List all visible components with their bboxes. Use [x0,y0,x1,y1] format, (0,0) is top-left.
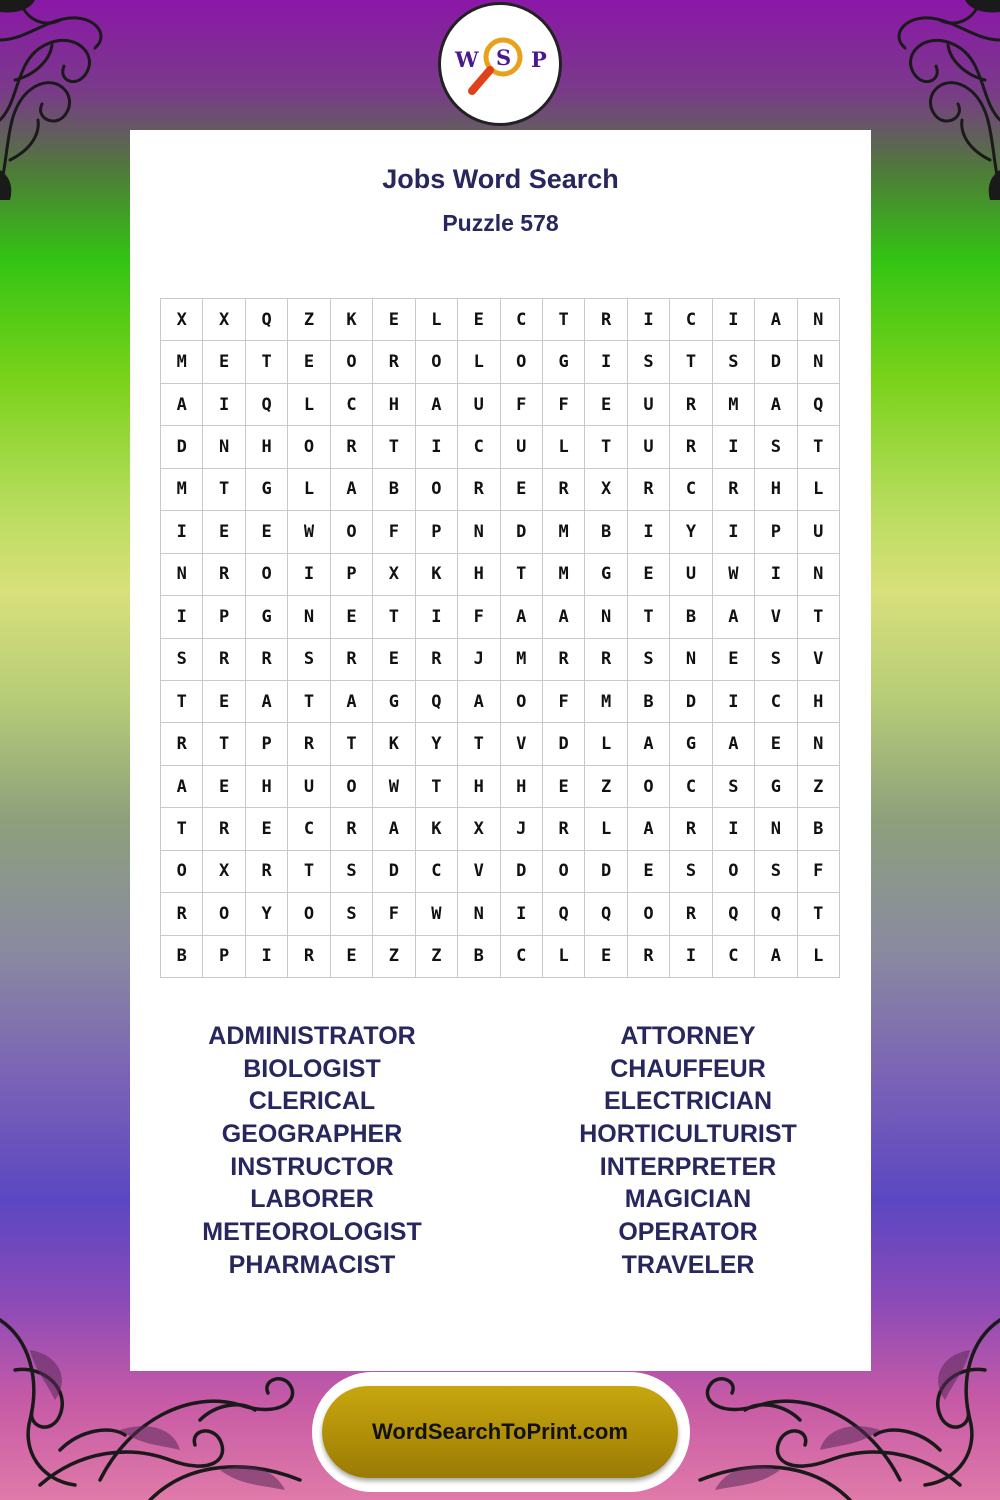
grid-cell[interactable]: I [713,299,755,341]
grid-cell[interactable]: T [416,766,458,808]
grid-cell[interactable]: L [585,808,627,850]
grid-cell[interactable]: W [713,554,755,596]
grid-cell[interactable]: M [161,341,203,383]
grid-cell[interactable]: L [798,469,840,511]
grid-cell[interactable]: O [246,554,288,596]
grid-cell[interactable]: O [288,426,330,468]
grid-cell[interactable]: I [713,808,755,850]
grid-cell[interactable]: A [246,681,288,723]
grid-cell[interactable]: I [585,341,627,383]
grid-cell[interactable]: D [543,723,585,765]
corner-ornament-top-left-icon [0,0,130,200]
word-list-item: METEOROLOGIST [202,1218,422,1247]
grid-cell[interactable]: E [501,469,543,511]
grid-cell[interactable]: N [203,426,245,468]
grid-cell[interactable]: E [331,936,373,978]
corner-ornament-top-right-icon [870,0,1000,200]
grid-cell[interactable]: S [288,639,330,681]
grid-cell[interactable]: B [161,936,203,978]
grid-cell[interactable]: W [373,766,415,808]
grid-cell[interactable]: N [585,596,627,638]
grid-cell[interactable]: R [161,723,203,765]
grid-cell[interactable]: O [543,851,585,893]
grid-cell[interactable]: Y [416,723,458,765]
grid-cell[interactable]: B [458,936,500,978]
grid-cell[interactable]: X [203,851,245,893]
grid-cell[interactable]: R [161,893,203,935]
grid-cell[interactable]: U [670,554,712,596]
grid-cell[interactable]: F [543,681,585,723]
grid-cell[interactable]: E [203,681,245,723]
word-list-item: GEOGRAPHER [221,1120,403,1149]
word-list-right [538,1020,838,1282]
grid-cell[interactable]: R [373,341,415,383]
grid-cell[interactable]: Q [246,384,288,426]
grid-cell[interactable]: O [501,341,543,383]
logo-letter-s: S [496,45,512,70]
grid-cell[interactable]: E [246,808,288,850]
grid-cell[interactable]: S [628,639,670,681]
grid-cell[interactable]: A [543,596,585,638]
grid-cell[interactable]: J [458,639,500,681]
grid-cell[interactable]: F [373,511,415,553]
grid-cell[interactable]: E [203,766,245,808]
grid-cell[interactable]: E [246,511,288,553]
grid-cell[interactable]: T [161,681,203,723]
grid-cell[interactable]: T [203,469,245,511]
grid-cell[interactable]: A [161,384,203,426]
grid-cell[interactable]: I [628,511,670,553]
word-list-item: HORTICULTURIST [579,1120,797,1149]
grid-cell[interactable]: T [458,723,500,765]
grid-cell[interactable]: R [628,936,670,978]
grid-cell[interactable]: G [585,554,627,596]
grid-cell[interactable]: L [288,384,330,426]
grid-cell[interactable]: T [161,808,203,850]
grid-cell[interactable]: R [203,554,245,596]
grid-cell[interactable]: V [755,596,797,638]
grid-cell[interactable]: H [458,766,500,808]
grid-cell[interactable]: Y [246,893,288,935]
grid-cell[interactable]: I [416,596,458,638]
grid-cell[interactable]: E [373,639,415,681]
grid-cell[interactable]: C [331,384,373,426]
grid-cell[interactable]: N [670,639,712,681]
grid-cell[interactable]: P [331,554,373,596]
grid-cell[interactable]: Z [373,936,415,978]
word-list-item: ELECTRICIAN [603,1087,773,1116]
grid-cell[interactable]: C [288,808,330,850]
word-list-item: LABORER [250,1185,374,1214]
grid-cell[interactable]: T [373,596,415,638]
grid-cell[interactable]: R [288,723,330,765]
wsp-logo [438,2,562,126]
grid-cell[interactable]: C [458,426,500,468]
grid-cell[interactable]: U [628,426,670,468]
grid-cell[interactable]: R [331,808,373,850]
grid-cell[interactable]: O [288,893,330,935]
grid-cell[interactable]: I [713,426,755,468]
grid-cell[interactable]: R [543,639,585,681]
grid-cell[interactable]: T [373,426,415,468]
website-banner[interactable] [322,1386,678,1478]
grid-cell[interactable]: T [203,723,245,765]
grid-cell[interactable]: Q [755,893,797,935]
grid-cell[interactable]: C [670,469,712,511]
grid-cell[interactable]: O [416,469,458,511]
grid-cell[interactable]: O [416,341,458,383]
word-list-item: INTERPRETER [599,1152,777,1181]
letter-grid [160,298,840,978]
grid-cell[interactable]: S [713,341,755,383]
grid-cell[interactable]: B [628,681,670,723]
grid-cell[interactable]: Q [798,384,840,426]
grid-cell[interactable]: F [798,851,840,893]
logo-letter-p: P [531,47,547,72]
grid-cell[interactable]: R [543,808,585,850]
grid-cell[interactable]: S [755,426,797,468]
grid-cell[interactable]: C [670,766,712,808]
grid-cell[interactable]: M [543,511,585,553]
grid-cell[interactable]: R [246,639,288,681]
grid-cell[interactable]: A [331,681,373,723]
grid-cell[interactable]: T [798,893,840,935]
grid-cell[interactable]: P [203,936,245,978]
grid-cell[interactable]: S [755,851,797,893]
grid-cell[interactable]: D [501,851,543,893]
grid-cell[interactable]: Q [713,893,755,935]
grid-cell[interactable]: Q [585,893,627,935]
grid-cell[interactable]: E [373,299,415,341]
grid-cell[interactable]: U [628,384,670,426]
grid-cell[interactable]: U [501,426,543,468]
logo-letter-w: W [455,47,479,72]
grid-cell[interactable]: M [501,639,543,681]
grid-cell[interactable]: N [798,299,840,341]
grid-cell[interactable]: W [416,893,458,935]
grid-cell[interactable]: E [331,596,373,638]
grid-cell[interactable]: W [288,511,330,553]
grid-cell[interactable]: K [331,299,373,341]
grid-cell[interactable]: I [288,554,330,596]
grid-cell[interactable]: G [246,596,288,638]
grid-cell[interactable]: A [713,723,755,765]
grid-cell[interactable]: M [543,554,585,596]
grid-cell[interactable]: R [670,808,712,850]
grid-cell[interactable]: A [755,384,797,426]
grid-cell[interactable]: C [755,681,797,723]
grid-cell[interactable]: U [458,384,500,426]
website-link[interactable]: WordSearchToPrint.com [372,1419,628,1444]
grid-cell[interactable]: V [798,639,840,681]
grid-cell[interactable]: Z [416,936,458,978]
grid-cell[interactable]: E [628,554,670,596]
puzzle-number: Puzzle 578 [442,210,559,236]
grid-cell[interactable]: E [458,299,500,341]
grid-cell[interactable]: O [331,341,373,383]
grid-cell[interactable]: N [798,341,840,383]
grid-cell[interactable]: I [161,596,203,638]
grid-cell[interactable]: R [670,893,712,935]
grid-cell[interactable]: R [585,639,627,681]
grid-cell[interactable]: P [755,511,797,553]
grid-cell[interactable]: A [331,469,373,511]
word-list-item: TRAVELER [621,1250,755,1279]
grid-cell[interactable]: D [755,341,797,383]
grid-cell[interactable]: L [543,936,585,978]
grid-cell[interactable]: N [458,511,500,553]
grid-cell[interactable]: L [585,723,627,765]
grid-cell[interactable]: U [798,511,840,553]
grid-cell[interactable]: B [585,511,627,553]
grid-cell[interactable]: G [543,341,585,383]
grid-cell[interactable]: E [585,936,627,978]
grid-cell[interactable]: N [755,808,797,850]
grid-cell[interactable]: B [373,469,415,511]
word-list-left [162,1020,462,1282]
grid-cell[interactable]: T [501,554,543,596]
grid-cell[interactable]: I [161,511,203,553]
grid-cell[interactable]: T [798,426,840,468]
grid-cell[interactable]: O [161,851,203,893]
grid-cell[interactable]: H [501,766,543,808]
grid-cell[interactable]: K [416,554,458,596]
grid-cell[interactable]: O [713,851,755,893]
grid-cell[interactable]: L [288,469,330,511]
grid-cell[interactable]: A [755,299,797,341]
grid-cell[interactable]: R [670,384,712,426]
grid-cell[interactable]: L [543,426,585,468]
grid-cell[interactable]: A [161,766,203,808]
grid-cell[interactable]: X [161,299,203,341]
word-list-item: CHAUFFEUR [610,1054,766,1083]
grid-cell[interactable]: H [373,384,415,426]
grid-cell[interactable]: L [416,299,458,341]
grid-cell[interactable]: S [331,851,373,893]
grid-cell[interactable]: R [585,299,627,341]
grid-cell[interactable]: M [585,681,627,723]
grid-cell[interactable]: I [713,511,755,553]
grid-cell[interactable]: A [628,808,670,850]
grid-cell[interactable]: A [458,681,500,723]
grid-cell[interactable]: R [628,469,670,511]
word-list-item: OPERATOR [618,1218,758,1247]
grid-cell[interactable]: Y [670,511,712,553]
grid-cell[interactable]: Q [246,299,288,341]
grid-cell[interactable]: A [373,808,415,850]
grid-cell[interactable]: E [713,639,755,681]
grid-cell[interactable]: Z [288,299,330,341]
grid-cell[interactable]: R [331,639,373,681]
grid-cell[interactable]: A [755,936,797,978]
grid-cell[interactable]: G [246,469,288,511]
grid-cell[interactable]: S [713,766,755,808]
grid-cell[interactable]: T [288,681,330,723]
grid-cell[interactable]: N [798,723,840,765]
grid-cell[interactable]: R [203,639,245,681]
word-list-item: PHARMACIST [228,1250,396,1279]
grid-cell[interactable]: R [288,936,330,978]
grid-cell[interactable]: F [543,384,585,426]
grid-cell[interactable]: D [585,851,627,893]
grid-cell[interactable]: X [458,808,500,850]
grid-cell[interactable]: R [331,426,373,468]
grid-cell[interactable]: G [373,681,415,723]
grid-cell[interactable]: R [458,469,500,511]
word-list-item: MAGICIAN [624,1185,752,1214]
grid-cell[interactable]: T [670,341,712,383]
grid-cell[interactable]: C [670,299,712,341]
grid-cell[interactable]: R [246,851,288,893]
grid-cell[interactable]: D [501,511,543,553]
grid-cell[interactable]: T [288,851,330,893]
grid-cell[interactable]: M [161,469,203,511]
grid-cell[interactable]: O [628,766,670,808]
grid-cell[interactable]: O [331,766,373,808]
grid-cell[interactable]: I [670,936,712,978]
grid-cell[interactable]: Z [585,766,627,808]
grid-cell[interactable]: R [416,639,458,681]
grid-cell[interactable]: J [501,808,543,850]
grid-cell[interactable]: H [755,469,797,511]
grid-cell[interactable]: E [755,723,797,765]
grid-cell[interactable]: R [543,469,585,511]
word-list-item: ADMINISTRATOR [208,1022,416,1050]
grid-cell[interactable]: C [416,851,458,893]
grid-cell[interactable]: G [755,766,797,808]
grid-cell[interactable]: A [628,723,670,765]
grid-cell[interactable]: N [288,596,330,638]
grid-cell[interactable]: I [713,681,755,723]
grid-cell[interactable]: C [501,936,543,978]
grid-cell[interactable]: I [203,384,245,426]
grid-cell[interactable]: O [331,511,373,553]
grid-cell[interactable]: P [416,511,458,553]
grid-cell[interactable]: D [161,426,203,468]
grid-cell[interactable]: H [246,426,288,468]
grid-cell[interactable]: H [458,554,500,596]
grid-cell[interactable]: X [585,469,627,511]
grid-cell[interactable]: T [798,596,840,638]
word-list-item: INSTRUCTOR [230,1152,394,1181]
grid-cell[interactable]: Z [798,766,840,808]
grid-cell[interactable]: I [628,299,670,341]
grid-cell[interactable]: O [501,681,543,723]
grid-cell[interactable]: V [501,723,543,765]
word-list-item: ATTORNEY [620,1022,756,1050]
grid-cell[interactable]: P [203,596,245,638]
grid-cell[interactable]: K [416,808,458,850]
grid-cell[interactable]: A [416,384,458,426]
grid-cell[interactable]: I [501,893,543,935]
grid-cell[interactable]: D [670,681,712,723]
grid-cell[interactable]: T [585,426,627,468]
grid-cell[interactable]: S [755,639,797,681]
grid-cell[interactable]: R [203,808,245,850]
grid-cell[interactable]: Q [543,893,585,935]
grid-cell[interactable]: E [585,384,627,426]
grid-cell[interactable]: R [713,469,755,511]
grid-cell[interactable]: G [670,723,712,765]
grid-cell[interactable]: T [331,723,373,765]
grid-cell[interactable]: I [755,554,797,596]
grid-cell[interactable]: T [543,299,585,341]
grid-cell[interactable]: C [501,299,543,341]
grid-cell[interactable]: X [203,299,245,341]
grid-cell[interactable]: E [203,511,245,553]
grid-cell[interactable]: K [373,723,415,765]
grid-cell[interactable]: F [373,893,415,935]
grid-cell[interactable]: V [458,851,500,893]
page-title: Jobs Word Search [382,164,619,194]
grid-cell[interactable]: N [458,893,500,935]
grid-cell[interactable]: U [288,766,330,808]
grid-cell[interactable]: E [203,341,245,383]
grid-cell[interactable]: E [288,341,330,383]
grid-cell[interactable]: S [331,893,373,935]
grid-cell[interactable]: O [628,893,670,935]
word-list-item: BIOLOGIST [243,1054,381,1083]
grid-cell[interactable]: X [373,554,415,596]
grid-cell[interactable]: O [203,893,245,935]
grid-cell[interactable]: R [670,426,712,468]
grid-cell[interactable]: B [798,808,840,850]
grid-cell[interactable]: L [798,936,840,978]
grid-cell[interactable]: Q [416,681,458,723]
grid-cell[interactable]: I [246,936,288,978]
grid-cell[interactable]: S [670,851,712,893]
grid-cell[interactable]: F [458,596,500,638]
grid-cell[interactable]: A [713,596,755,638]
grid-cell[interactable]: C [713,936,755,978]
grid-cell[interactable]: T [246,341,288,383]
grid-cell[interactable]: S [161,639,203,681]
grid-cell[interactable]: I [416,426,458,468]
grid-cell[interactable]: T [628,596,670,638]
grid-cell[interactable]: N [161,554,203,596]
grid-cell[interactable]: B [670,596,712,638]
word-list-item: CLERICAL [248,1087,376,1116]
grid-cell[interactable]: H [798,681,840,723]
grid-cell[interactable]: N [798,554,840,596]
grid-cell[interactable]: A [501,596,543,638]
grid-cell[interactable]: E [543,766,585,808]
grid-cell[interactable]: L [458,341,500,383]
grid-cell[interactable]: M [713,384,755,426]
grid-cell[interactable]: D [373,851,415,893]
grid-cell[interactable]: F [501,384,543,426]
grid-cell[interactable]: H [246,766,288,808]
grid-cell[interactable]: E [628,851,670,893]
grid-cell[interactable]: P [246,723,288,765]
grid-cell[interactable]: S [628,341,670,383]
